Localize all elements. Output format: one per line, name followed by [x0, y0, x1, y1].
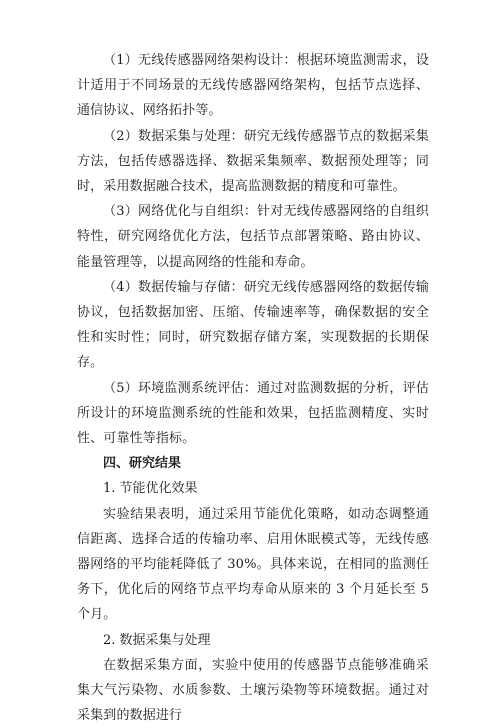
- paragraph-data-collection: （2）数据采集与处理：研究无线传感器节点的数据采集方法，包括传感器选择、数据采集频率、数据预处理等；同时，采用数据融合技术，提高监测数据的精度和可靠性。: [77, 128, 429, 195]
- paragraph-system-evaluation: （5）环境监测系统评估：通过对监测数据的分析，评估所设计的环境监测系统的性能和效果，包括监测精度、实时性、可靠性等指标。: [77, 380, 429, 447]
- paragraph-data-processing-results: 在数据采集方面，实验中使用的传感器节点能够准确采集大气污染物、水质参数、土壤污染物等环境数据。通过对采集到的数据进行: [77, 657, 429, 724]
- section-heading-results: 四、研究结果: [103, 456, 182, 472]
- subheading-energy-optimization: 1. 节能优化效果: [103, 481, 198, 497]
- paragraph-network-architecture: （1）无线传感器网络架构设计：根据环境监测需求，设计适用于不同场景的无线传感器网络架构，包括节点选择、通信协议、网络拓扑等。: [77, 53, 429, 119]
- document-body: [77, 48, 429, 728]
- paragraph-network-optimization: （3）网络优化与自组织：针对无线传感器网络的自组织特性，研究网络优化方法，包括节点部署策略、路由协议、能量管理等，以提高网络的性能和寿命。: [77, 204, 429, 270]
- subheading-data-processing: 2. 数据采集与处理: [103, 632, 211, 648]
- paragraph-energy-results: 实验结果表明，通过采用节能优化策略，如动态调整通信距离、选择合适的传输功率、启用休眠模式等，无线传感器网络的平均能耗降低了 30%。具体来说，在相同的监测任务下，优化后的网络节点平均寿命从原来的 3 个月延长至 5 个月。: [77, 506, 429, 623]
- paragraph-data-transmission: （4）数据传输与存储：研究无线传感器网络的数据传输协议，包括数据加密、压缩、传输速率等，确保数据的安全性和实时性；同时，研究数据存储方案，实现数据的长期保存。: [77, 279, 429, 371]
